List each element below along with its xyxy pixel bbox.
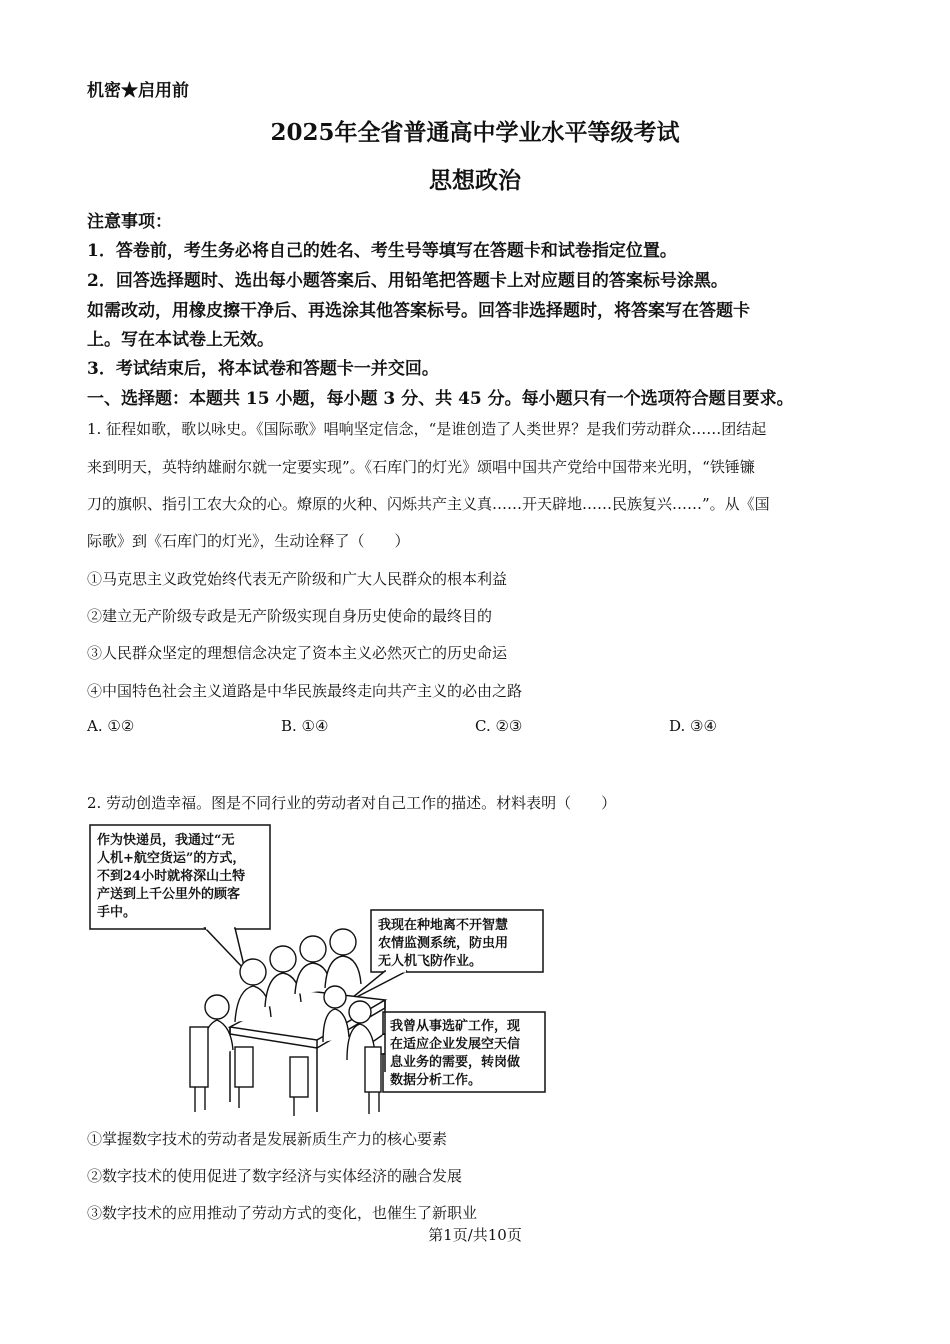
bubble-analyst-line: 在适应企业发展空天信 (390, 1037, 521, 1052)
q1-option-d: D. ③④ (669, 717, 717, 735)
notice-line: 如需改动，用橡皮擦干净后、再选涂其他答案标号。回答非选择题时，将答案写在答题卡 (87, 301, 750, 321)
q1-stem-line: 1. 征程如歌，歌以咏史。《国际歌》唱响坚定信念，“是谁创造了人类世界？是我们劳动群众……团结起 (87, 420, 767, 438)
bubble-farmer-line: 无人机飞防作业。 (378, 954, 483, 969)
q1-item: ①马克思主义政党始终代表无产阶级和广大人民群众的根本利益 (87, 570, 508, 588)
q2-item: ③数字技术的应用推动了劳动方式的变化，也催生了新职业 (87, 1204, 478, 1222)
q1-item: ④中国特色社会主义道路是中华民族最终走向共产主义的必由之路 (87, 682, 523, 700)
q2-item: ①掌握数字技术的劳动者是发展新质生产力的核心要素 (87, 1130, 448, 1148)
bubble-courier-line: 作为快递员，我通过“无 (97, 833, 235, 848)
q1-item: ②建立无产阶级专政是无产阶级实现自身历史使命的最终目的 (87, 607, 493, 625)
bubble-analyst-line: 我曾从事选矿工作，现 (390, 1019, 521, 1034)
bubble-courier-line: 人机+航空货运”的方式， (97, 851, 246, 866)
q1-stem-line: 刀的旗帜、指引工农大众的心。燎原的火种、闪烁共产主义真……开天辟地……民族复兴……”。从《国 (87, 495, 770, 513)
notice-line: 3．考试结束后，将本试卷和答题卡一并交回。 (87, 359, 439, 379)
notice-line: 2．回答选择题时、选出每小题答案后、用铅笔把答题卡上对应题目的答案标号涂黑。 (87, 271, 728, 291)
q2-illustration (85, 822, 555, 1122)
bubble-analyst-line: 数据分析工作。 (390, 1073, 482, 1088)
section-heading: 一、选择题：本题共 15 小题，每小题 3 分、共 45 分。每小题只有一个选项符合题目要求。 (87, 389, 794, 409)
q1-option-a: A. ①② (87, 717, 135, 735)
page-number: 第1页/共10页 (428, 1226, 522, 1244)
bubble-farmer-line: 农情监测系统，防虫用 (378, 936, 509, 951)
bubble-farmer-line: 我现在种地离不开智慧 (378, 918, 509, 933)
bubble-courier-line: 不到24小时就将深山土特 (97, 869, 246, 884)
q1-option-b: B. ①④ (281, 717, 329, 735)
q2-item: ②数字技术的使用促进了数字经济与实体经济的融合发展 (87, 1167, 463, 1185)
q1-stem-line: 际歌》到《石库门的灯光》，生动诠释了（ ） (87, 532, 410, 550)
subject-title: 思想政治 (429, 167, 521, 194)
q1-stem-line: 来到明天，英特纳雄耐尔就一定要实现”。《石库门的灯光》颂唱中国共产党给中国带来光明，“铁锤镰 (87, 458, 755, 476)
bubble-courier-line: 产送到上千公里外的顾客 (97, 887, 241, 902)
q2-stem: 2. 劳动创造幸福。图是不同行业的劳动者对自己工作的描述。材料表明（ ） (87, 794, 617, 812)
exam-title: 2025年全省普通高中学业水平等级考试 (270, 119, 680, 146)
q1-item: ③人民群众坚定的理想信念决定了资本主义必然灭亡的历史命运 (87, 644, 508, 662)
bubble-analyst-line: 息业务的需要，转岗做 (390, 1055, 521, 1070)
q1-option-c: C. ②③ (475, 717, 523, 735)
confidential-mark: 机密★启用前 (87, 81, 189, 101)
bubble-courier-line: 手中。 (97, 905, 137, 920)
notice-line: 上。写在本试卷上无效。 (87, 330, 274, 350)
notice-heading: 注意事项： (87, 212, 172, 232)
notice-line: 1．答卷前，考生务必将自己的姓名、考生号等填写在答题卡和试卷指定位置。 (87, 241, 677, 261)
